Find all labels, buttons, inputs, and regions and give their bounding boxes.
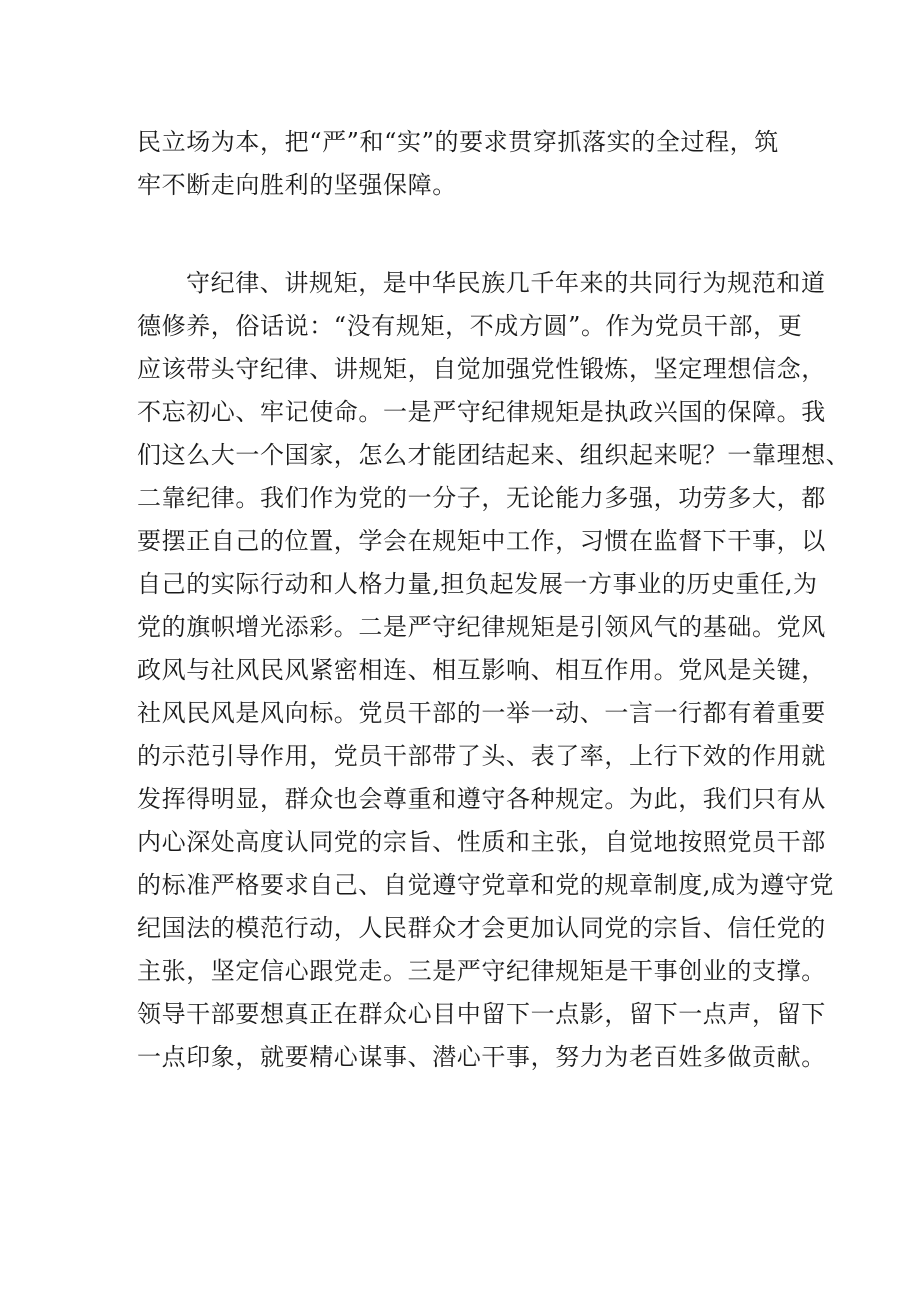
paragraph-2-line-16: 纪国法的模范行动，人民群众才会更加认同党的宗旨、信任党的 [137,914,826,942]
paragraph-2-line-15: 的标准严格要求自己、自觉遵守党章和党的规章制度,成为遵守党 [137,871,835,899]
paragraph-1-line-1: 民立场为本，把“严”和“实”的要求贯穿抓落实的全过程，筑 [137,128,779,156]
paragraph-2-line-14: 内心深处高度认同党的宗旨、性质和主张，自觉地按照党员干部 [137,828,826,856]
paragraph-2-line-3: 应该带头守纪律、讲规矩，自觉加强党性锻炼，坚定理想信念， [137,355,826,383]
paragraph-2-line-7: 要摆正自己的位置，学会在规矩中工作，习惯在监督下干事，以 [137,527,826,555]
paragraph-2-line-1: 守纪律、讲规矩，是中华民族几千年来的共同行为规范和道 [186,269,826,297]
paragraph-2-line-19: 一点印象，就要精心谋事、潜心干事，努力为老百姓多做贡献。 [137,1043,826,1071]
paragraph-2-line-13: 发挥得明显，群众也会尊重和遵守各种规定。为此，我们只有从 [137,785,826,813]
paragraph-2-line-8: 自己的实际行动和人格力量,担负起发展一方事业的历史重任,为 [137,570,818,598]
paragraph-2-line-6: 二靠纪律。我们作为党的一分子，无论能力多强，功劳多大，都 [137,484,826,512]
paragraph-2-line-10: 政风与社风民风紧密相连、相互影响、相互作用。党风是关键， [137,656,826,684]
paragraph-2-line-9: 党的旗帜增光添彩。二是严守纪律规矩是引领风气的基础。党风 [137,613,826,641]
paragraph-2-line-5: 们这么大一个国家，怎么才能团结起来、组织起来呢？一靠理想、 [137,441,851,469]
paragraph-2-line-18: 领导干部要想真正在群众心目中留下一点影，留下一点声，留下 [137,1000,826,1028]
paragraph-2-line-11: 社风民风是风向标。党员干部的一举一动、一言一行都有着重要 [137,699,826,727]
paragraph-2-line-4: 不忘初心、牢记使命。一是严守纪律规矩是执政兴国的保障。我 [137,398,826,426]
paragraph-1-line-2: 牢不断走向胜利的坚强保障。 [137,171,457,199]
paragraph-2-line-2: 德修养，俗话说：“没有规矩，不成方圆”。作为党员干部，更 [137,312,803,340]
paragraph-2-line-17: 主张，坚定信心跟党走。三是严守纪律规矩是干事创业的支撑。 [137,957,826,985]
paragraph-2-line-12: 的示范引导作用，党员干部带了头、表了率，上行下效的作用就 [137,742,826,770]
